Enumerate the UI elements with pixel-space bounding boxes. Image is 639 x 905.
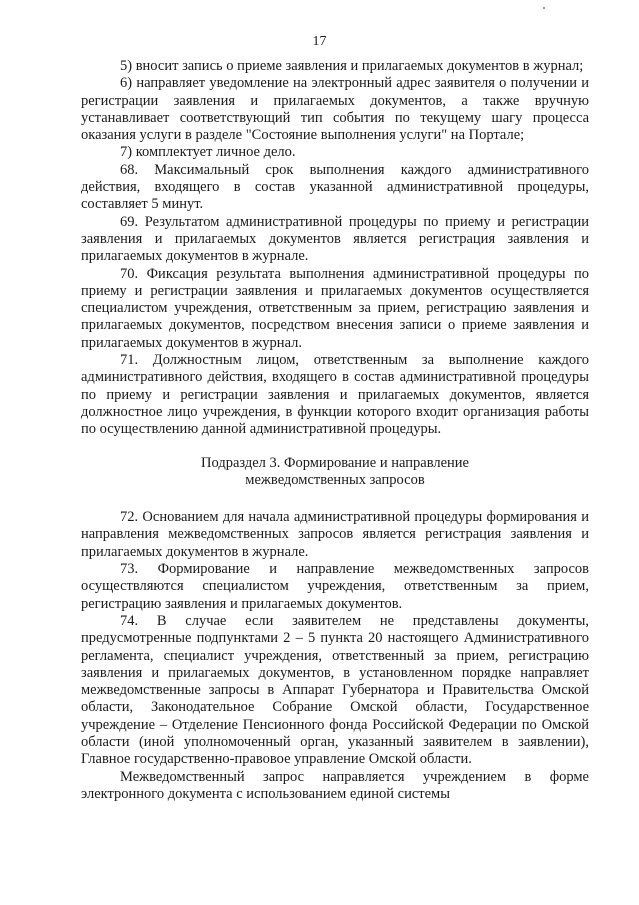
paragraph-item-5: 5) вносит запись о приеме заявления и прилагаемых документов в журнал; xyxy=(120,58,584,74)
paragraph-69: 69. Результатом административной процедуры по приему и регистрации заявления и прилагаемых документов является регистрация заявления и прилагаемых документов в журнале. xyxy=(81,213,589,265)
paragraph-72: 72. Основанием для начала административной процедуры формирования и направления межведомственных запросов является регистрация заявления и прилагаемых документов в журнале. xyxy=(81,509,589,560)
paragraph-68: 68. Максимальный срок выполнения каждого административного действия, входящего в состав указанной административной процедуры, составляет 5 минут. xyxy=(81,161,589,213)
paragraph-item-6: 6) направляет уведомление на электронный адрес заявителя о получении и регистрации заявления и прилагаемых документов, а также вручную устанавливает соответствующий тип события по текущему шагу процесса оказания услуги в разделе "Состояние выполнения услуги" на Портале; xyxy=(81,75,589,144)
page-number: 17 xyxy=(312,34,327,49)
paragraph-71: 71. Должностным лицом, ответственным за выполнение каждого административного действия, входящего в состав административной процедуры по приему и регистрации заявления и прилагаемых документов, является должностное лицо учреждения, в функции которого входит организация работы по осуществлению данной административной процедуры. xyxy=(81,352,589,438)
page-body xyxy=(81,58,589,803)
scan-speck xyxy=(543,7,545,9)
paragraph-item-7: 7) комплектует личное дело. xyxy=(120,144,296,161)
section-heading-line-2: межведомственных запросов xyxy=(245,471,425,488)
section-heading xyxy=(81,455,589,490)
section-heading-line-1: Подраздел 3. Формирование и направление xyxy=(201,454,469,471)
paragraph-70: 70. Фиксация результата выполнения административной процедуры по приему и регистрации заявления и прилагаемых документов осуществляется специалистом учреждения, ответственным за прием, регистрацию заявления и прилагаемых документов, посредством внесения записи о приеме заявления и прилагаемых документов в журнал. xyxy=(81,265,589,351)
paragraph-73: 73. Формирование и направление межведомственных запросов осуществляются специалистом учреждения, ответственным за прием, регистрацию заявления и прилагаемых документов. xyxy=(81,561,589,612)
paragraph-interagency-request: Межведомственный запрос направляется учреждением в форме электронного документа с использованием единой системы xyxy=(81,768,589,802)
paragraph-74: 74. В случае если заявителем не представлены документы, предусмотренные подпунктами 2 – 5 пункта 20 настоящего Административного регламента, специалист учреждения, ответственный за прием, регистрацию заявления и прилагаемых документов, в установленном порядке направляет межведомственные запросы в Аппарат Губернатора и Правительства Омской области, Законодательное Собрание Омской области, Государственное учреждение – Отделение Пенсионного фонда Российской Федерации по Омской области (иной уполномоченный орган, указанный заявителем в заявлении), Главное государственно-правовое управление Омской области. xyxy=(81,612,589,768)
